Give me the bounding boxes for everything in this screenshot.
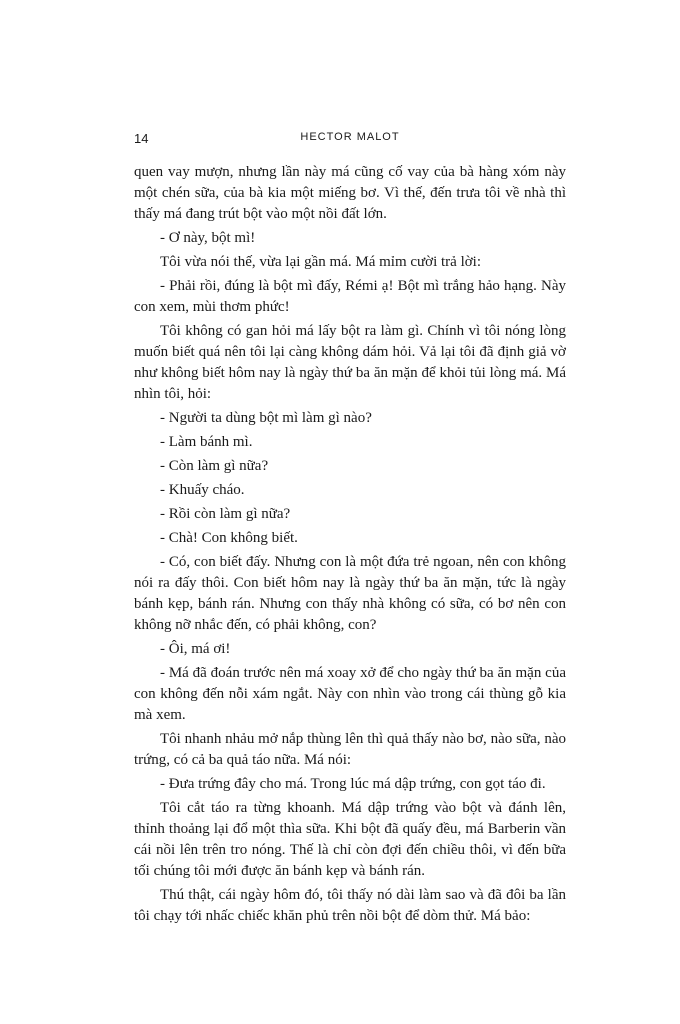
paragraph: Tôi vừa nói thế, vừa lại gần má. Má mỉm cười trả lời: (160, 254, 482, 270)
paragraph: Tôi nhanh nhảu mở nắp thùng lên thì quả thấy nào bơ, nào sữa, nào trứng, có cả ba quả táo nữa. Má nói: (134, 731, 566, 768)
page-header (134, 131, 566, 151)
paragraph: - Làm bánh mì. (160, 434, 253, 450)
paragraph: Tôi không có gan hỏi má lấy bột ra làm gì. Chính vì tôi nóng lòng muốn biết quá nên tôi lại càng không dám hỏi. Vả lại tôi đã định giả vờ như không biết hôm nay là ngày thứ ba ăn mặn để khỏi tủi lòng má. Má nhìn tôi, hỏi: (134, 323, 566, 402)
running-title: HECTOR MALOT (300, 131, 400, 143)
paragraph: - Còn làm gì nữa? (160, 458, 269, 474)
paragraph: Thú thật, cái ngày hôm đó, tôi thấy nó dài làm sao và đã đôi ba lần tôi chạy tới nhấc chiếc khăn phủ trên nồi bột để dòm thử. Má bảo: (134, 887, 566, 924)
paragraph: - Rồi còn làm gì nữa? (160, 506, 291, 522)
paragraph: - Đưa trứng đây cho má. Trong lúc má dập trứng, con gọt táo đi. (160, 776, 546, 792)
paragraph: - Phải rồi, đúng là bột mì đấy, Rémi ạ! Bột mì trắng hảo hạng. Này con xem, mùi thơm phức! (134, 278, 566, 315)
body-text (134, 162, 566, 930)
paragraph: Tôi cắt táo ra từng khoanh. Má dập trứng vào bột và đánh lên, thỉnh thoảng lại đổ một thìa sữa. Khi bột đã quấy đều, má Barberin vần cái nồi lên trên tro nóng. Thế là chỉ còn đợi đến chiều thôi, vì đến bữa tối chúng tôi mới được ăn bánh kẹp và bánh rán. (134, 800, 566, 879)
paragraph: - Ôi, má ơi! (160, 641, 231, 657)
paragraph: - Má đã đoán trước nên má xoay xở để cho ngày thứ ba ăn mặn của con không đến nỗi xám ngắt. Này con nhìn vào trong cái thùng gỗ kia mà xem. (134, 665, 566, 723)
page-number: 14 (134, 131, 149, 146)
paragraph: - Ơ này, bột mì! (160, 230, 256, 246)
paragraph: - Chà! Con không biết. (160, 530, 298, 546)
paragraph: - Người ta dùng bột mì làm gì nào? (160, 410, 372, 426)
paragraph: - Có, con biết đấy. Nhưng con là một đứa trẻ ngoan, nên con không nói ra đấy thôi. Con biết hôm nay là ngày thứ ba ăn mặn, tức là ngày bánh kẹp, bánh rán. Nhưng con thấy nhà không có sữa, có bơ nên con không nỡ nhắc đến, có phải không, con? (134, 554, 566, 633)
paragraph: quen vay mượn, nhưng lần này má cũng cố vay của bà hàng xóm này một chén sữa, của bà kia một miếng bơ. Vì thế, đến trưa tôi về nhà thì thấy má đang trút bột vào một nồi đất lớn. (134, 164, 566, 222)
paragraph: - Khuấy cháo. (160, 482, 245, 498)
